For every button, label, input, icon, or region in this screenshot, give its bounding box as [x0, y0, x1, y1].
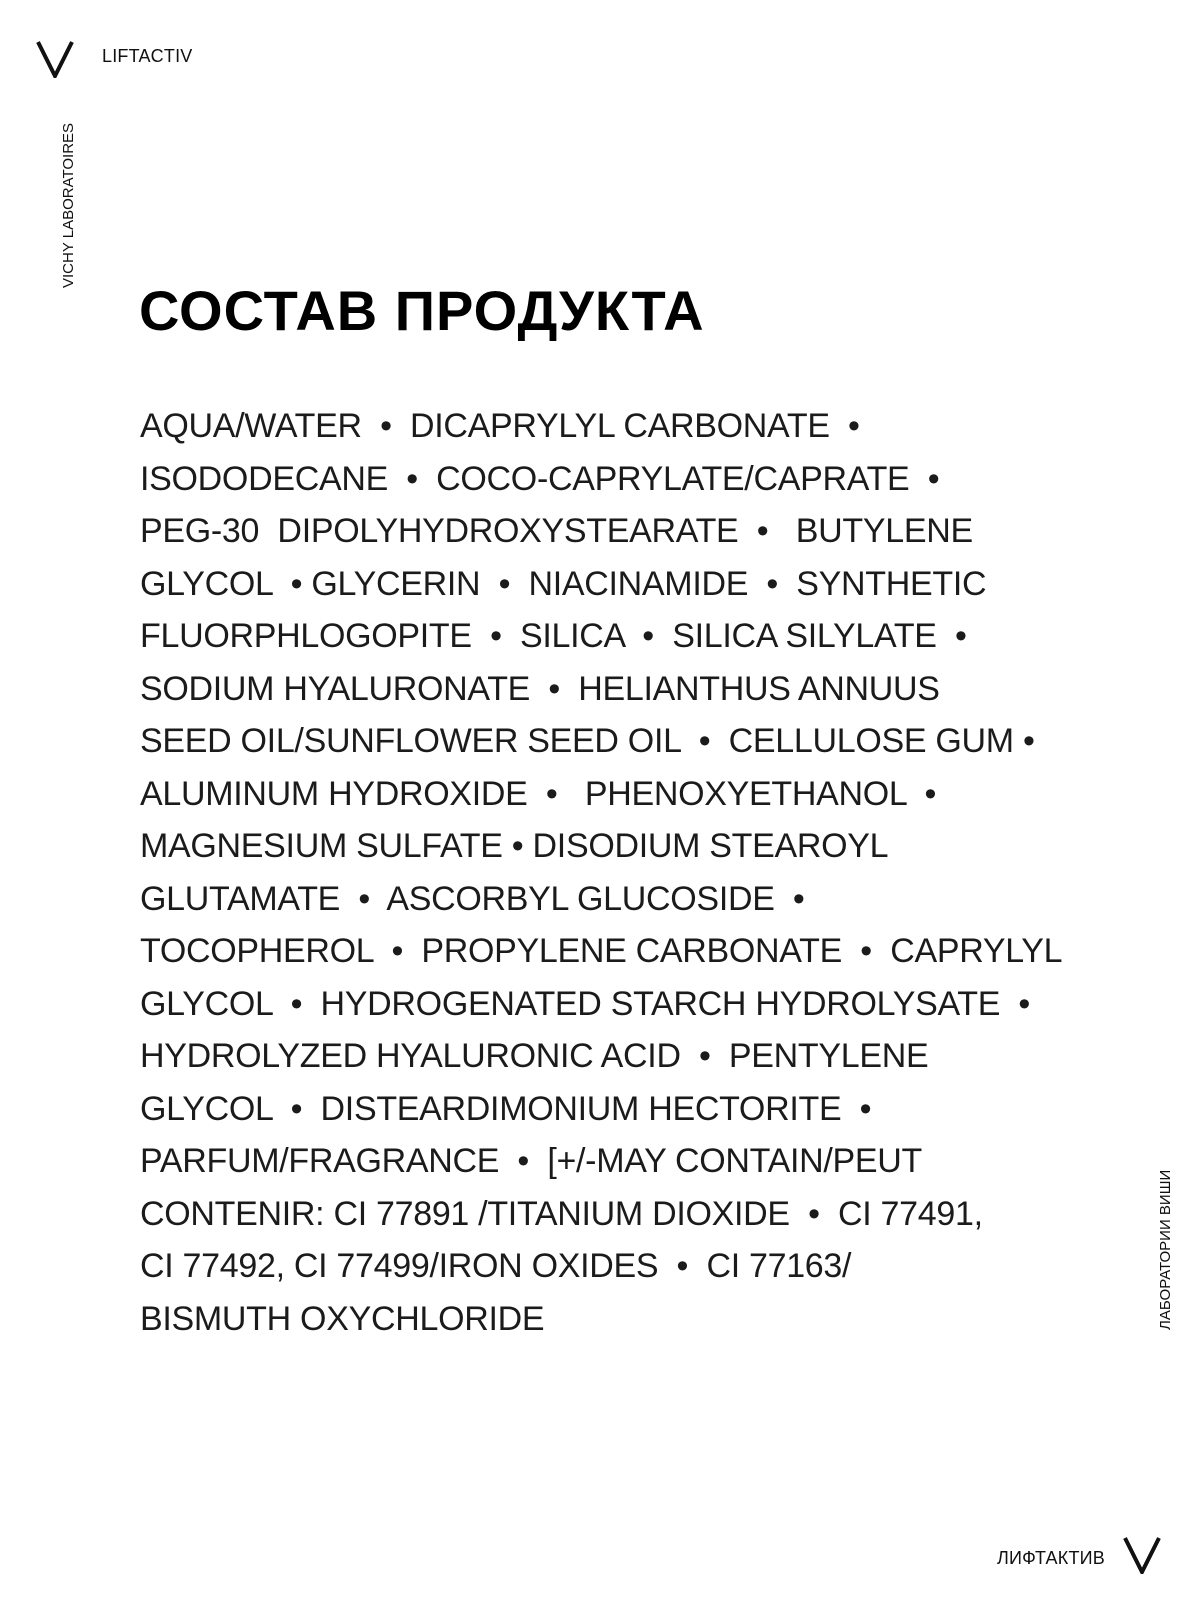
page-title: СОСТАВ ПРОДУКТА	[139, 279, 705, 342]
vichy-v-logo-icon	[36, 40, 74, 78]
ingredients-list	[140, 400, 1080, 1345]
ingredient-line: CONTENIR: CI 77891 /TITANIUM DIOXIDE • CI 77491,	[140, 1194, 983, 1233]
ingredient-line: PEG-30 DIPOLYHYDROXYSTEARATE • BUTYLENE	[140, 512, 973, 550]
vichy-v-logo-icon	[1123, 1536, 1161, 1574]
ingredient-line: GLYCOL • GLYCERIN • NIACINAMIDE • SYNTHETIC	[140, 564, 987, 603]
ingredient-line: AQUA/WATER • DICAPRYLYL CARBONATE •	[140, 407, 860, 445]
ingredient-line: SODIUM HYALURONATE • HELIANTHUS ANNUUS	[140, 669, 940, 708]
ingredient-line: GLYCOL • DISTEARDIMONIUM HECTORITE •	[140, 1089, 872, 1128]
ingredient-line: PARFUM/FRAGRANCE • [+/-MAY CONTAIN/PEUT	[140, 1142, 922, 1180]
ingredient-line: MAGNESIUM SULFATE • DISODIUM STEAROYL	[140, 827, 889, 865]
vertical-brand-label-latin: VICHY LABORATOIRES	[60, 122, 77, 288]
ingredient-line: SEED OIL/SUNFLOWER SEED OIL • CELLULOSE GUM •	[140, 722, 1035, 760]
ingredient-line: CI 77492, CI 77499/IRON OXIDES • CI 77163/	[140, 1247, 852, 1285]
ingredient-line: FLUORPHLOGOPITE • SILICA • SILICA SILYLATE •	[140, 617, 967, 655]
vertical-brand-label-cyrillic: ЛАБОРАТОРИИ ВИШИ	[1157, 1169, 1174, 1330]
ingredient-line: BISMUTH OXYCHLORIDE	[140, 1299, 545, 1338]
ingredient-line: GLUTAMATE • ASCORBYL GLUCOSIDE •	[140, 879, 805, 918]
ingredient-line: ALUMINUM HYDROXIDE • PHENOXYETHANOL •	[140, 774, 937, 813]
ingredient-line: ISODODECANE • COCO-CAPRYLATE/CAPRATE •	[140, 459, 940, 498]
ingredient-line: HYDROLYZED HYALURONIC ACID • PENTYLENE	[140, 1037, 929, 1075]
brand-name-latin: LIFTACTIV	[102, 46, 193, 66]
ingredient-line: GLYCOL • HYDROGENATED STARCH HYDROLYSATE •	[140, 984, 1031, 1023]
brand-name-cyrillic: ЛИФТАКТИВ	[996, 1548, 1105, 1568]
ingredient-line: TOCOPHEROL • PROPYLENE CARBONATE • CAPRYLYL	[140, 932, 1063, 970]
